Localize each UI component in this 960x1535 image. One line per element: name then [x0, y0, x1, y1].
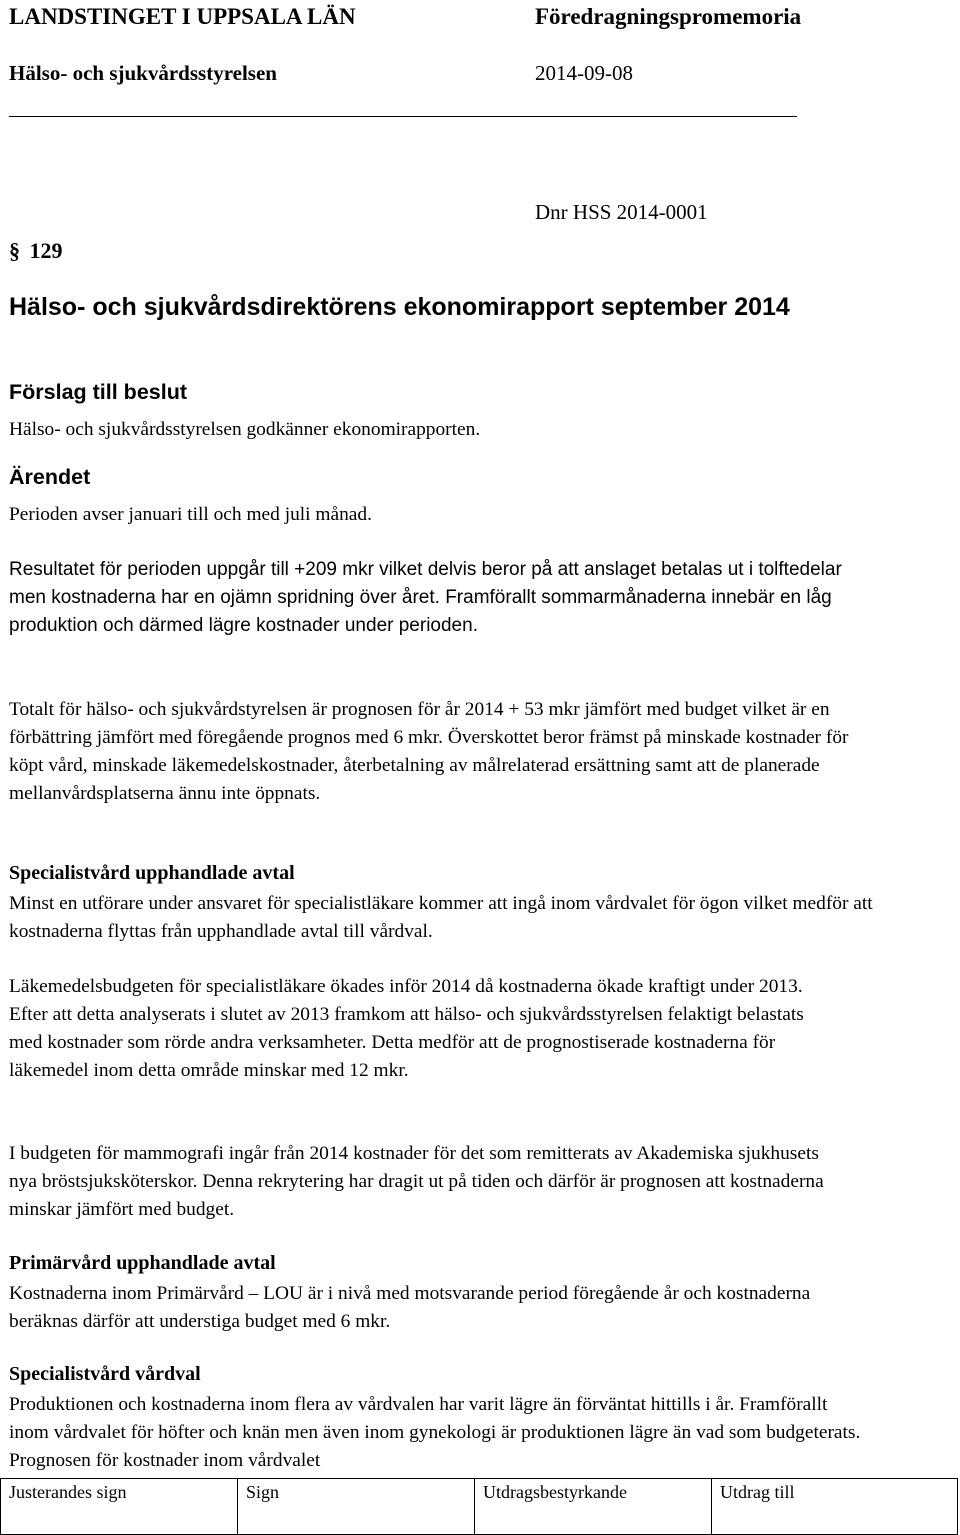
org-name: LANDSTINGET I UPPSALA LÄN — [9, 4, 356, 29]
page-title: Hälso- och sjukvårdsdirektörens ekonomirapport september 2014 — [9, 293, 790, 321]
matter-heading: Ärendet — [9, 465, 91, 489]
header-divider — [9, 116, 797, 117]
footer-cell-justerandes: Justerandes sign — [1, 1479, 238, 1535]
footer-cell-utdrag-till: Utdrag till — [712, 1479, 958, 1535]
footer-cell-utdragsbestyrkande: Utdragsbestyrkande — [475, 1479, 712, 1535]
document-date: 2014-09-08 — [535, 61, 633, 85]
footer-cell-sign: Sign — [238, 1479, 475, 1535]
spec-choice-heading: Specialistvård vårdval — [9, 1363, 201, 1385]
diary-number: Dnr HSS 2014-0001 — [535, 200, 708, 224]
spec-procured-heading: Specialistvård upphandlade avtal — [9, 862, 295, 884]
signature-table — [0, 1478, 958, 1535]
section-value: 129 — [29, 238, 63, 263]
section-number — [9, 238, 63, 264]
spec-choice-paragraph: Produktionen och kostnaderna inom flera av vårdvalen har varit lägre än förväntat hittills i år. Framförallt inom vårdvalet för höfter och knän men även inom gynekologi är produktionen lägre än vad som budgeterats. Prognosen för kostnader inom vårdvalet — [9, 1394, 861, 1471]
matter-paragraph-2: Totalt för hälso- och sjukvårdstyrelsen är prognosen för år 2014 + 53 mkr jämfört med budget vilket är en förbättring jämfört med föregående prognos med 6 mkr. Överskottet beror främst på minskade kostnader för köpt vård, minskade läkemedelskostnader, återbetalning av målrelaterad ersättning samt att de planerade mellanvårdsplatserna ännu inte öppnats. — [9, 699, 849, 804]
board-name: Hälso- och sjukvårdsstyrelsen — [9, 61, 277, 85]
spec-procured-paragraph-3: I budgeten för mammografi ingår från 2014 kostnader för det som remitterats av Akademiska sjukhusets nya bröstsjuksköterskor. Denna rekrytering har dragit ut på tiden och därför är prognosen att kostnaderna minskar jämfört med budget. — [9, 1143, 824, 1220]
spec-procured-paragraph-1: Minst en utförare under ansvaret för specialistläkare kommer att ingå inom vårdvalet för ögon vilket medför att kostnaderna flyttas från upphandlade avtal till vårdval. — [9, 893, 873, 942]
matter-intro: Perioden avser januari till och med juli månad. — [9, 504, 372, 525]
matter-paragraph-1: Resultatet för perioden uppgår till +209 mkr vilket delvis beror på att anslaget betalas ut i tolftedelar men kostnaderna har en ojämn spridning över året. Framförallt sommarmånaderna innebär en låg produktion och därmed lägre kostnader under perioden. — [9, 559, 842, 636]
primary-procured-heading: Primärvård upphandlade avtal — [9, 1252, 276, 1274]
document-type: Föredragningspromemoria — [535, 4, 802, 29]
proposal-text: Hälso- och sjukvårdsstyrelsen godkänner ekonomirapporten. — [9, 419, 481, 440]
spec-procured-paragraph-2: Läkemedelsbudgeten för specialistläkare ökades inför 2014 då kostnaderna ökade kraftigt under 2013. Efter att detta analyserats i slutet av 2013 framkom att hälso- och sjukvårdsstyrelsen felaktigt belastats med kostnader som rörde andra verksamheter. Detta medför att de prognostiserade kostnaderna för läkemedel inom detta område minskar med 12 mkr. — [9, 976, 804, 1081]
proposal-heading: Förslag till beslut — [9, 380, 187, 404]
primary-procured-paragraph: Kostnaderna inom Primärvård – LOU är i nivå med motsvarande period föregående år och kostnaderna beräknas därför att understiga budget med 6 mkr. — [9, 1283, 811, 1332]
section-symbol: § — [9, 238, 20, 263]
